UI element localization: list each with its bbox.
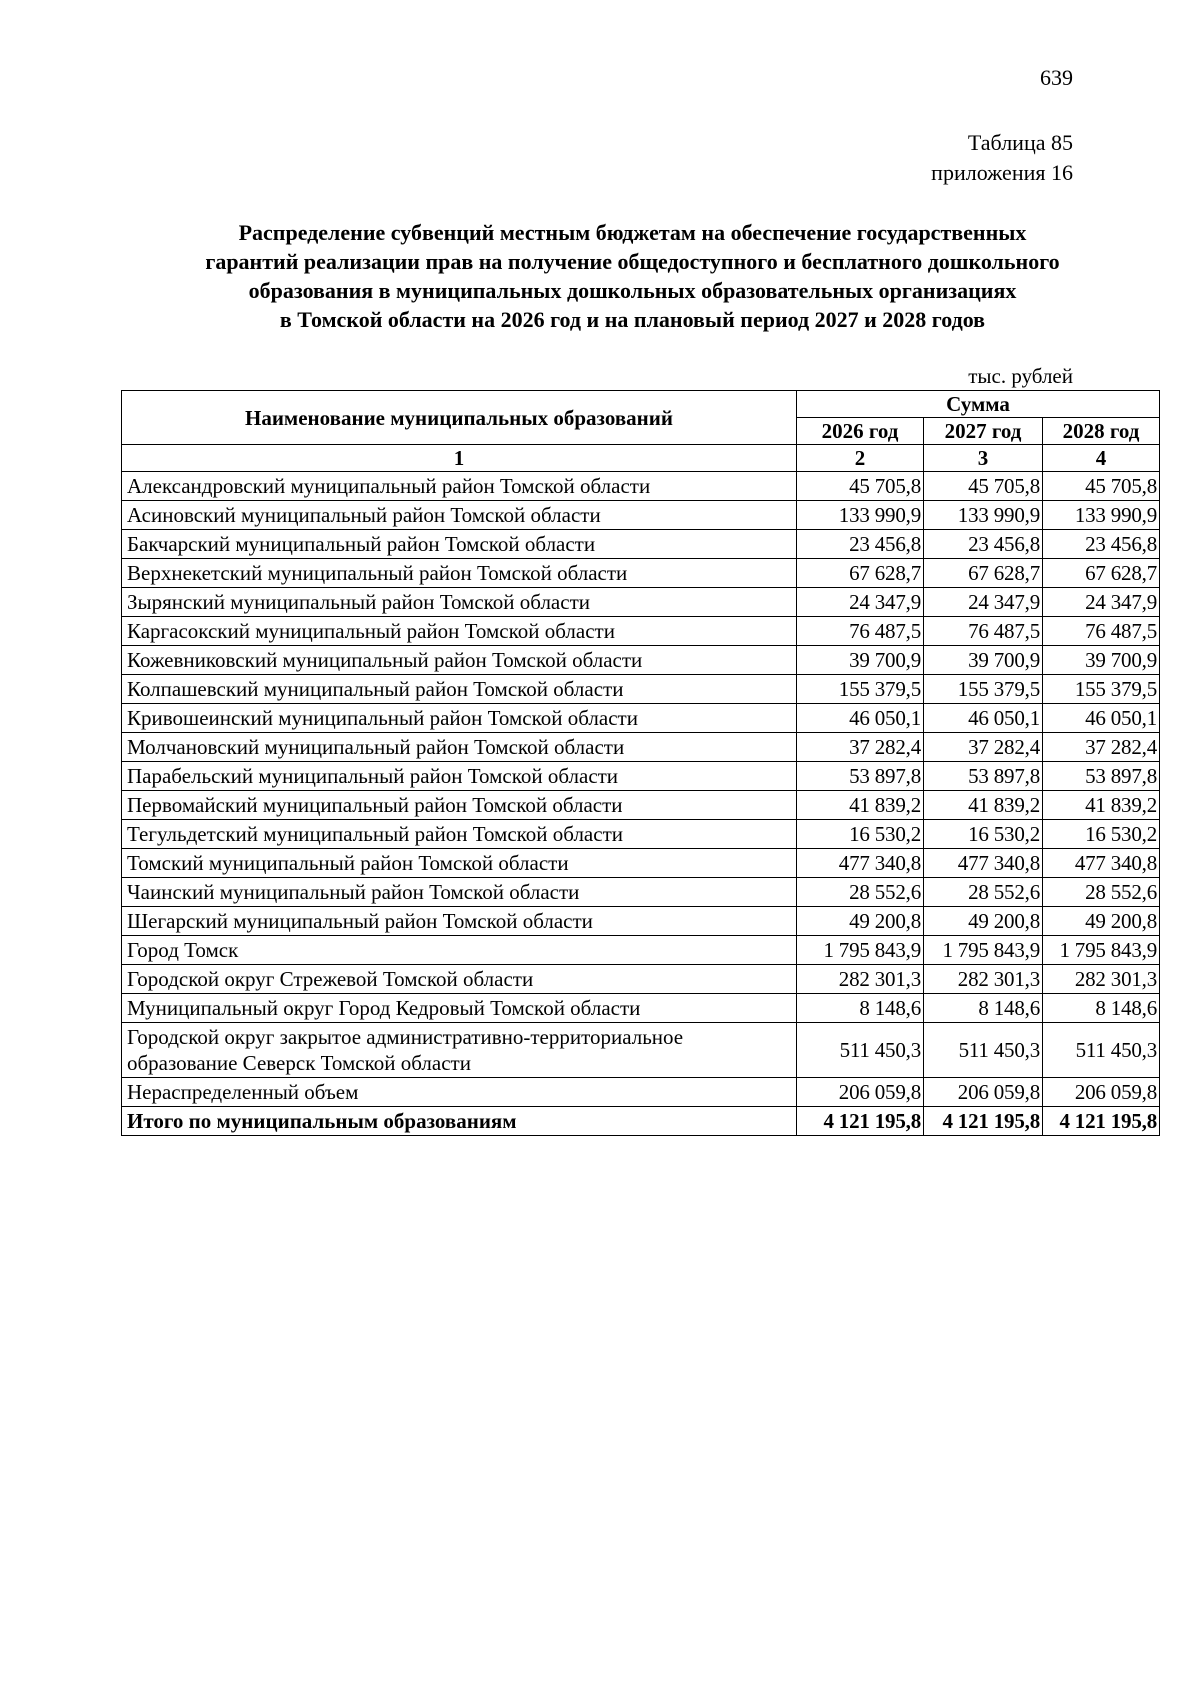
value-2026: 8 148,6 [797, 994, 924, 1023]
value-2027: 53 897,8 [924, 762, 1043, 791]
municipality-name: Кожевниковский муниципальный район Томской области [122, 646, 797, 675]
column-header-2028: 2028 год [1043, 418, 1160, 445]
value-2026: 28 552,6 [797, 878, 924, 907]
title-line: Распределение субвенций местным бюджетам на обеспечение государственных [238, 220, 1027, 245]
table-row [122, 907, 1160, 936]
total-label: Итого по муниципальным образованиям [122, 1107, 797, 1136]
title-line: гарантий реализации прав на получение общедоступного и бесплатного дошкольного [205, 249, 1060, 274]
units-label: тыс. рублей [968, 364, 1073, 388]
value-2028: 37 282,4 [1043, 733, 1160, 762]
value-2027: 206 059,8 [924, 1078, 1043, 1107]
value-2028: 76 487,5 [1043, 617, 1160, 646]
table-row [122, 849, 1160, 878]
municipality-name: Верхнекетский муниципальный район Томской области [122, 559, 797, 588]
table-row [122, 675, 1160, 704]
value-2026: 155 379,5 [797, 675, 924, 704]
value-2026: 46 050,1 [797, 704, 924, 733]
value-2027: 23 456,8 [924, 530, 1043, 559]
table-row [122, 704, 1160, 733]
column-header-name: Наименование муниципальных образований [122, 391, 797, 445]
title-line: в Томской области на 2026 год и на плановый период 2027 и 2028 годов [279, 307, 986, 332]
municipality-name: Каргасокский муниципальный район Томской области [122, 617, 797, 646]
table-row [122, 791, 1160, 820]
value-2027: 76 487,5 [924, 617, 1043, 646]
municipality-name: Томский муниципальный район Томской области [122, 849, 797, 878]
value-2028: 511 450,3 [1043, 1023, 1160, 1078]
value-2028: 24 347,9 [1043, 588, 1160, 617]
table-row [122, 472, 1160, 501]
value-2027: 155 379,5 [924, 675, 1043, 704]
value-2028: 53 897,8 [1043, 762, 1160, 791]
value-2028: 28 552,6 [1043, 878, 1160, 907]
subvention-table [121, 390, 1160, 1136]
table-row [122, 820, 1160, 849]
table-body [122, 445, 1160, 1136]
value-2028: 41 839,2 [1043, 791, 1160, 820]
column-number-row [122, 445, 1160, 472]
total-2026: 4 121 195,8 [797, 1107, 924, 1136]
municipality-name: Александровский муниципальный район Томской области [122, 472, 797, 501]
value-2026: 282 301,3 [797, 965, 924, 994]
value-2028: 155 379,5 [1043, 675, 1160, 704]
value-2026: 49 200,8 [797, 907, 924, 936]
table-row [122, 530, 1160, 559]
value-2026: 511 450,3 [797, 1023, 924, 1078]
total-2028: 4 121 195,8 [1043, 1107, 1160, 1136]
column-number: 1 [122, 445, 797, 472]
table-row [122, 617, 1160, 646]
value-2026: 23 456,8 [797, 530, 924, 559]
value-2028: 67 628,7 [1043, 559, 1160, 588]
value-2027: 49 200,8 [924, 907, 1043, 936]
municipality-name: Асиновский муниципальный район Томской области [122, 501, 797, 530]
value-2026: 67 628,7 [797, 559, 924, 588]
column-number: 3 [924, 445, 1043, 472]
value-2028: 23 456,8 [1043, 530, 1160, 559]
municipality-name: Нераспределенный объем [122, 1078, 797, 1107]
value-2027: 24 347,9 [924, 588, 1043, 617]
municipality-name: Муниципальный округ Город Кедровый Томской области [122, 994, 797, 1023]
table-row [122, 501, 1160, 530]
municipality-name: Бакчарский муниципальный район Томской области [122, 530, 797, 559]
value-2028: 206 059,8 [1043, 1078, 1160, 1107]
table-row [122, 994, 1160, 1023]
value-2027: 28 552,6 [924, 878, 1043, 907]
total-2027: 4 121 195,8 [924, 1107, 1043, 1136]
value-2026: 206 059,8 [797, 1078, 924, 1107]
municipality-name: Парабельский муниципальный район Томской области [122, 762, 797, 791]
table-row [122, 646, 1160, 675]
value-2027: 8 148,6 [924, 994, 1043, 1023]
value-2028: 49 200,8 [1043, 907, 1160, 936]
table-reference-line: Таблица 85 [967, 130, 1073, 155]
value-2026: 16 530,2 [797, 820, 924, 849]
table-row [122, 878, 1160, 907]
municipality-name: Зырянский муниципальный район Томской области [122, 588, 797, 617]
value-2026: 41 839,2 [797, 791, 924, 820]
municipality-name: Молчановский муниципальный район Томской области [122, 733, 797, 762]
value-2027: 41 839,2 [924, 791, 1043, 820]
value-2026: 1 795 843,9 [797, 936, 924, 965]
value-2028: 8 148,6 [1043, 994, 1160, 1023]
value-2027: 45 705,8 [924, 472, 1043, 501]
municipality-name: Первомайский муниципальный район Томской области [122, 791, 797, 820]
document-title [110, 218, 1155, 334]
municipality-name: Городской округ Стрежевой Томской области [122, 965, 797, 994]
municipality-name: Городской округ закрытое административно-территориальное образование Северск Томской области [122, 1023, 797, 1078]
value-2028: 16 530,2 [1043, 820, 1160, 849]
value-2026: 53 897,8 [797, 762, 924, 791]
header-row [122, 391, 1160, 418]
column-number: 4 [1043, 445, 1160, 472]
value-2028: 46 050,1 [1043, 704, 1160, 733]
column-header-2026: 2026 год [797, 418, 924, 445]
value-2027: 477 340,8 [924, 849, 1043, 878]
value-2027: 67 628,7 [924, 559, 1043, 588]
column-header-2027: 2027 год [924, 418, 1043, 445]
value-2028: 133 990,9 [1043, 501, 1160, 530]
municipality-name: Кривошеинский муниципальный район Томской области [122, 704, 797, 733]
value-2027: 511 450,3 [924, 1023, 1043, 1078]
municipality-name: Тегульдетский муниципальный район Томской области [122, 820, 797, 849]
value-2027: 133 990,9 [924, 501, 1043, 530]
value-2028: 45 705,8 [1043, 472, 1160, 501]
value-2027: 39 700,9 [924, 646, 1043, 675]
column-number: 2 [797, 445, 924, 472]
municipality-name: Шегарский муниципальный район Томской области [122, 907, 797, 936]
table-reference [931, 128, 1073, 188]
table-row [122, 762, 1160, 791]
value-2027: 37 282,4 [924, 733, 1043, 762]
municipality-name: Город Томск [122, 936, 797, 965]
value-2027: 282 301,3 [924, 965, 1043, 994]
column-group-sum: Сумма [797, 391, 1160, 418]
table-row [122, 1078, 1160, 1107]
table-row [122, 965, 1160, 994]
value-2027: 1 795 843,9 [924, 936, 1043, 965]
appendix-reference-line: приложения 16 [931, 160, 1073, 185]
value-2028: 282 301,3 [1043, 965, 1160, 994]
total-row [122, 1107, 1160, 1136]
table-row [122, 733, 1160, 762]
title-line: образования в муниципальных дошкольных образовательных организациях [248, 278, 1017, 303]
value-2026: 133 990,9 [797, 501, 924, 530]
value-2028: 1 795 843,9 [1043, 936, 1160, 965]
value-2026: 45 705,8 [797, 472, 924, 501]
table-row [122, 1023, 1160, 1078]
value-2026: 477 340,8 [797, 849, 924, 878]
value-2026: 76 487,5 [797, 617, 924, 646]
table-header [122, 391, 1160, 445]
value-2026: 37 282,4 [797, 733, 924, 762]
value-2027: 16 530,2 [924, 820, 1043, 849]
value-2026: 39 700,9 [797, 646, 924, 675]
value-2027: 46 050,1 [924, 704, 1043, 733]
value-2028: 39 700,9 [1043, 646, 1160, 675]
page-number: 639 [1040, 65, 1073, 90]
table-row [122, 559, 1160, 588]
municipality-name: Чаинский муниципальный район Томской области [122, 878, 797, 907]
municipality-name: Колпашевский муниципальный район Томской области [122, 675, 797, 704]
table-row [122, 588, 1160, 617]
value-2026: 24 347,9 [797, 588, 924, 617]
table-row [122, 936, 1160, 965]
value-2028: 477 340,8 [1043, 849, 1160, 878]
